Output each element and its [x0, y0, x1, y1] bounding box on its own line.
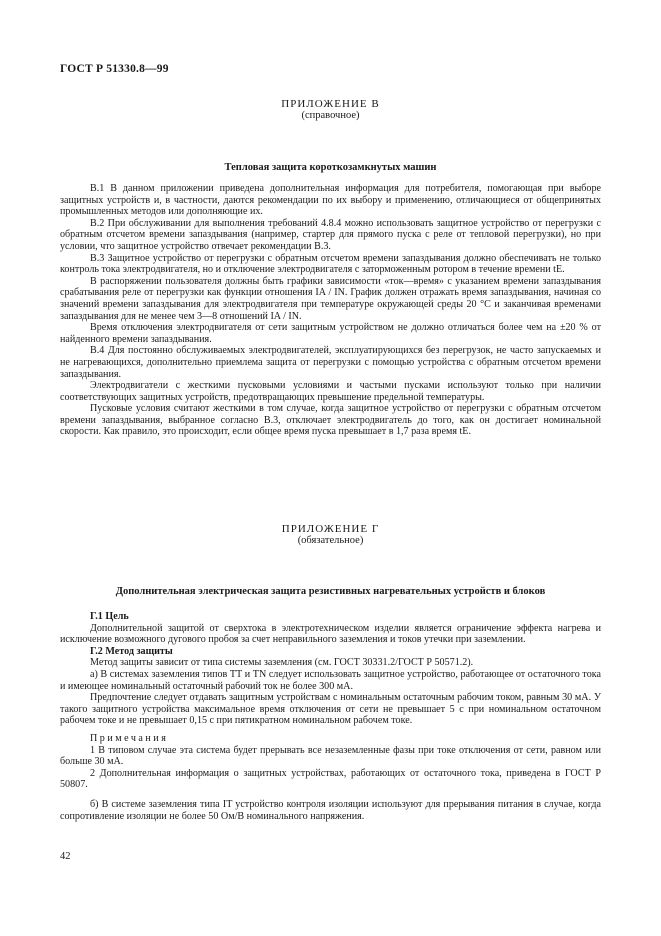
annex-g-heading: Дополнительная электрическая защита резистивных нагревательных устройств и блоков [115, 586, 546, 597]
paragraph-b3: В.3 Защитное устройство от перегрузки с обратным отсчетом времени запаздывания должно обеспечивать не только контроль тока электродвигателя, но и отключение электродвигателя с заторможенным ротором в течение времени tE. [60, 252, 601, 276]
annex-b-body [60, 183, 601, 438]
annex-g-status: (обязательное) [297, 535, 364, 546]
paragraph-g2-b: б) В системе заземления типа IT устройство контроля изоляции используют для прерывания питания в случае, когда сопротивление изоляции не более 50 Ом/В номинального напряжения. [60, 798, 601, 822]
paragraph-g2-preference: Предпочтение следует отдавать защитным устройствам с номинальным остаточным рабочим током, равным 30 мА. У такого защитного устройства максимальное время отключения от сети не превышает 5 с при номинальном остаточном рабочем токе и не превышает 0,15 с при пятикратном номинальном рабочем токе. [60, 692, 601, 727]
paragraph-b4-conditions: Пусковые условия считают жесткими в том случае, когда защитное устройство от перегрузки с обратным отсчетом времени запаздывания, выбранное согласно В.3, отключает электродвигатель до того, как он достигает номинальной скорости. Как правило, это происходит, если общее время пуска превышает в 1,7 раза время tE. [60, 403, 601, 438]
note-2: 2 Дополнительная информация о защитных устройствах, работающих от остаточного тока, приведена в ГОСТ Р 50807. [60, 767, 601, 791]
paragraph-g2-a: а) В системах заземления типов ТТ и ТN следует использовать защитное устройство, работающее от остаточного тока и имеющее номинальный остаточный рабочий ток не более 300 мА. [60, 668, 601, 692]
annex-b-status: (справочное) [301, 110, 360, 121]
paragraph-b4-motors: Электродвигатели с жесткими пусковыми условиями и частыми пусками используют только при наличии соответствующих защитных устройств, предотвращающих превышение предельной температуры. [60, 380, 601, 403]
paragraph-b4: В.4 Для постоянно обслуживаемых электродвигателей, эксплуатирующихся без перегрузок, не часто запускаемых и не нагревающихся, дополнительно приемлема защита от перегрузки с помощью устройства с обратным отсчетом времени запаздывания. [60, 345, 601, 380]
paragraph-b1: В.1 В данном приложении приведена дополнительная информация для потребителя, помогающая при выборе защитных устройств и, в частности, даются рекомендации по их выбору и применению, отличающиеся от общепринятых промышленных методов или дополняющие их. [60, 183, 601, 218]
page-number: 42 [60, 851, 71, 862]
note-1: 1 В типовом случае эта система будет прерывать все незаземленные фазы при токе отключения от сети, равном или больше 30 мА. [60, 744, 601, 768]
annex-g-header [60, 523, 601, 546]
annex-g-body [60, 611, 601, 822]
section-g2-title: Г.2 Метод защиты [90, 645, 173, 657]
annex-g-title: ПРИЛОЖЕНИЕ Г [281, 523, 380, 535]
standard-number: ГОСТ Р 51330.8—99 [60, 63, 169, 75]
annex-b-heading: Тепловая защита короткозамкнутых машин [224, 162, 437, 173]
section-g1-title: Г.1 Цель [90, 611, 129, 622]
annex-b-header [60, 98, 601, 121]
paragraph-b3-time: Время отключения электродвигателя от сети защитным устройством не должно отличаться более чем на ±20 % от найденного времени запаздывания. [60, 322, 601, 345]
paragraph-b2: В.2 При обслуживании для выполнения требований 4.8.4 можно использовать защитное устройство от перегрузки с обратным отсчетом времени запаздывания (например, стартер для прямого пуска с реле от тепловой перегрузки), но при условии, что защитное устройство отвечает рекомендации В.3. [60, 217, 601, 252]
annex-b-title: ПРИЛОЖЕНИЕ В [281, 98, 380, 110]
paragraph-b3-graphs: В распоряжении пользователя должны быть графики зависимости «ток—время» с указанием времени запаздывания срабатывания реле от перегрузки как функции отношения IA / IN. График должен отражать время запаздывания, начиная со значений времени запаздывания для электродвигателя при температуре окружающей среды 20 °С и заканчивая временами запаздывания для не менее чем 3—8 отношений IA / IN. [60, 275, 601, 322]
section-g1-text: Дополнительной защитой от сверхтока в электротехническом изделии является ограничение эффекта нагрева и исключение возможного дугового пробоя за счет неправильного заземления и токов утечки при заземлении. [60, 622, 601, 646]
notes-title: Примечания [90, 732, 169, 744]
paragraph-g2-method: Метод защиты зависит от типа системы заземления (см. ГОСТ 30331.2/ГОСТ Р 50571.2). [90, 657, 474, 669]
